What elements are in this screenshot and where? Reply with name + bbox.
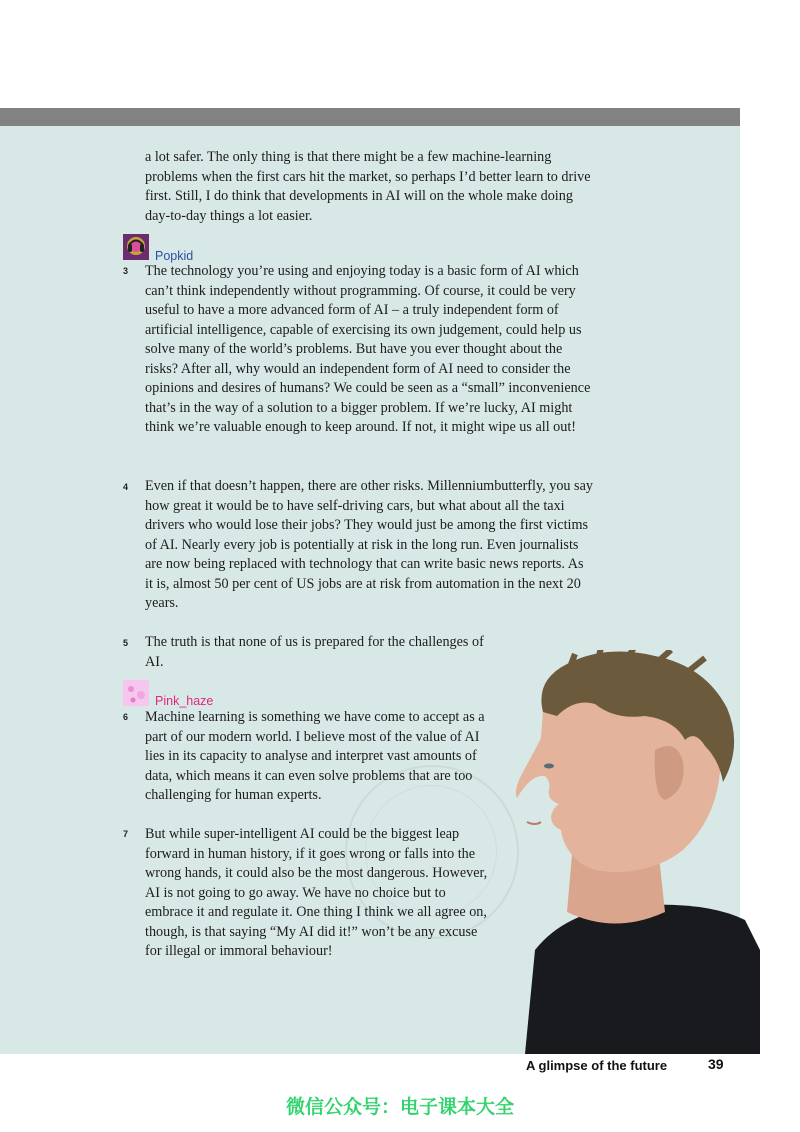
paragraph-4: Even if that doesn’t happen, there are other risks. Millenniumbutterfly, you say how great it would be to have self-driving cars, but what about all the taxi drivers who would lose their jobs? They would just be among the first victims of AI. Nearly every job is potentially at risk in the long run. Even journalists are now being replaced with technology that can write basic news reports. As it is, almost 50 per cent of US jobs are at risk from automation in the next 20 years. [145,478,593,611]
paragraph-number-4: 4 [123,482,129,492]
paragraph-number-6: 6 [123,712,129,722]
paragraph-7: But while super-intelligent AI could be the biggest leap forward in human history, if it goes wrong or falls into the wrong hands, it could also be the most dangerous. However, AI is not going to go away. We have no choice but to embrace it and regulate it. One thing I think we all agree on, though, is that saying “My AI did it!” won’t be any excuse for illegal or immoral behaviour! [145,826,488,959]
popkid-avatar [123,234,149,260]
paragraph-number-3: 3 [123,266,129,276]
paragraph-continued: a lot safer. The only thing is that there might be a few machine-learning problems when the first cars hit the market, so perhaps I’d better learn to drive first. Still, I do think that developments in AI will on the whole make doing day-to-day things a lot easier. [145,149,591,224]
page-number: 39 [708,1056,724,1072]
wechat-watermark: 微信公众号：电子课本大全 [285,1096,514,1118]
header-bar [0,108,740,126]
pink-haze-avatar [123,680,149,706]
paragraph-5: The truth is that none of us is prepared for the challenges of AI. [145,634,484,670]
paragraph-number-7: 7 [123,829,129,839]
username-popkid: Popkid [155,249,194,263]
paragraph-number-5: 5 [123,638,129,648]
paragraph-6: Machine learning is something we have come to accept as a part of our modern world. I believe most of the value of AI lies in its capacity to analyse and interpret vast amounts of data, which means it can even solve problems that are too challenging for human experts. [145,709,485,803]
man-profile-photo [505,650,760,1054]
paragraph-3: The technology you’re using and enjoying today is a basic form of AI which can’t think independently without programming. Of course, it could be very useful to have a more advanced form of AI – a truly independent form of artificial intelligence, capable of exercising its own judgement, could help us solve many of the world’s problems. But have you ever thought about the risks? After all, why would an independent form of AI need to consider the opinions and desires of humans? We could be seen as a “small” inconvenience that’s in the way of a solution to a bigger problem. If we’re lucky, AI might think we’re valuable enough to keep around. If not, it might wipe us all out! [145,263,591,435]
footer-section-title: A glimpse of the future [526,1058,668,1073]
username-pink-haze: Pink_haze [155,694,214,708]
